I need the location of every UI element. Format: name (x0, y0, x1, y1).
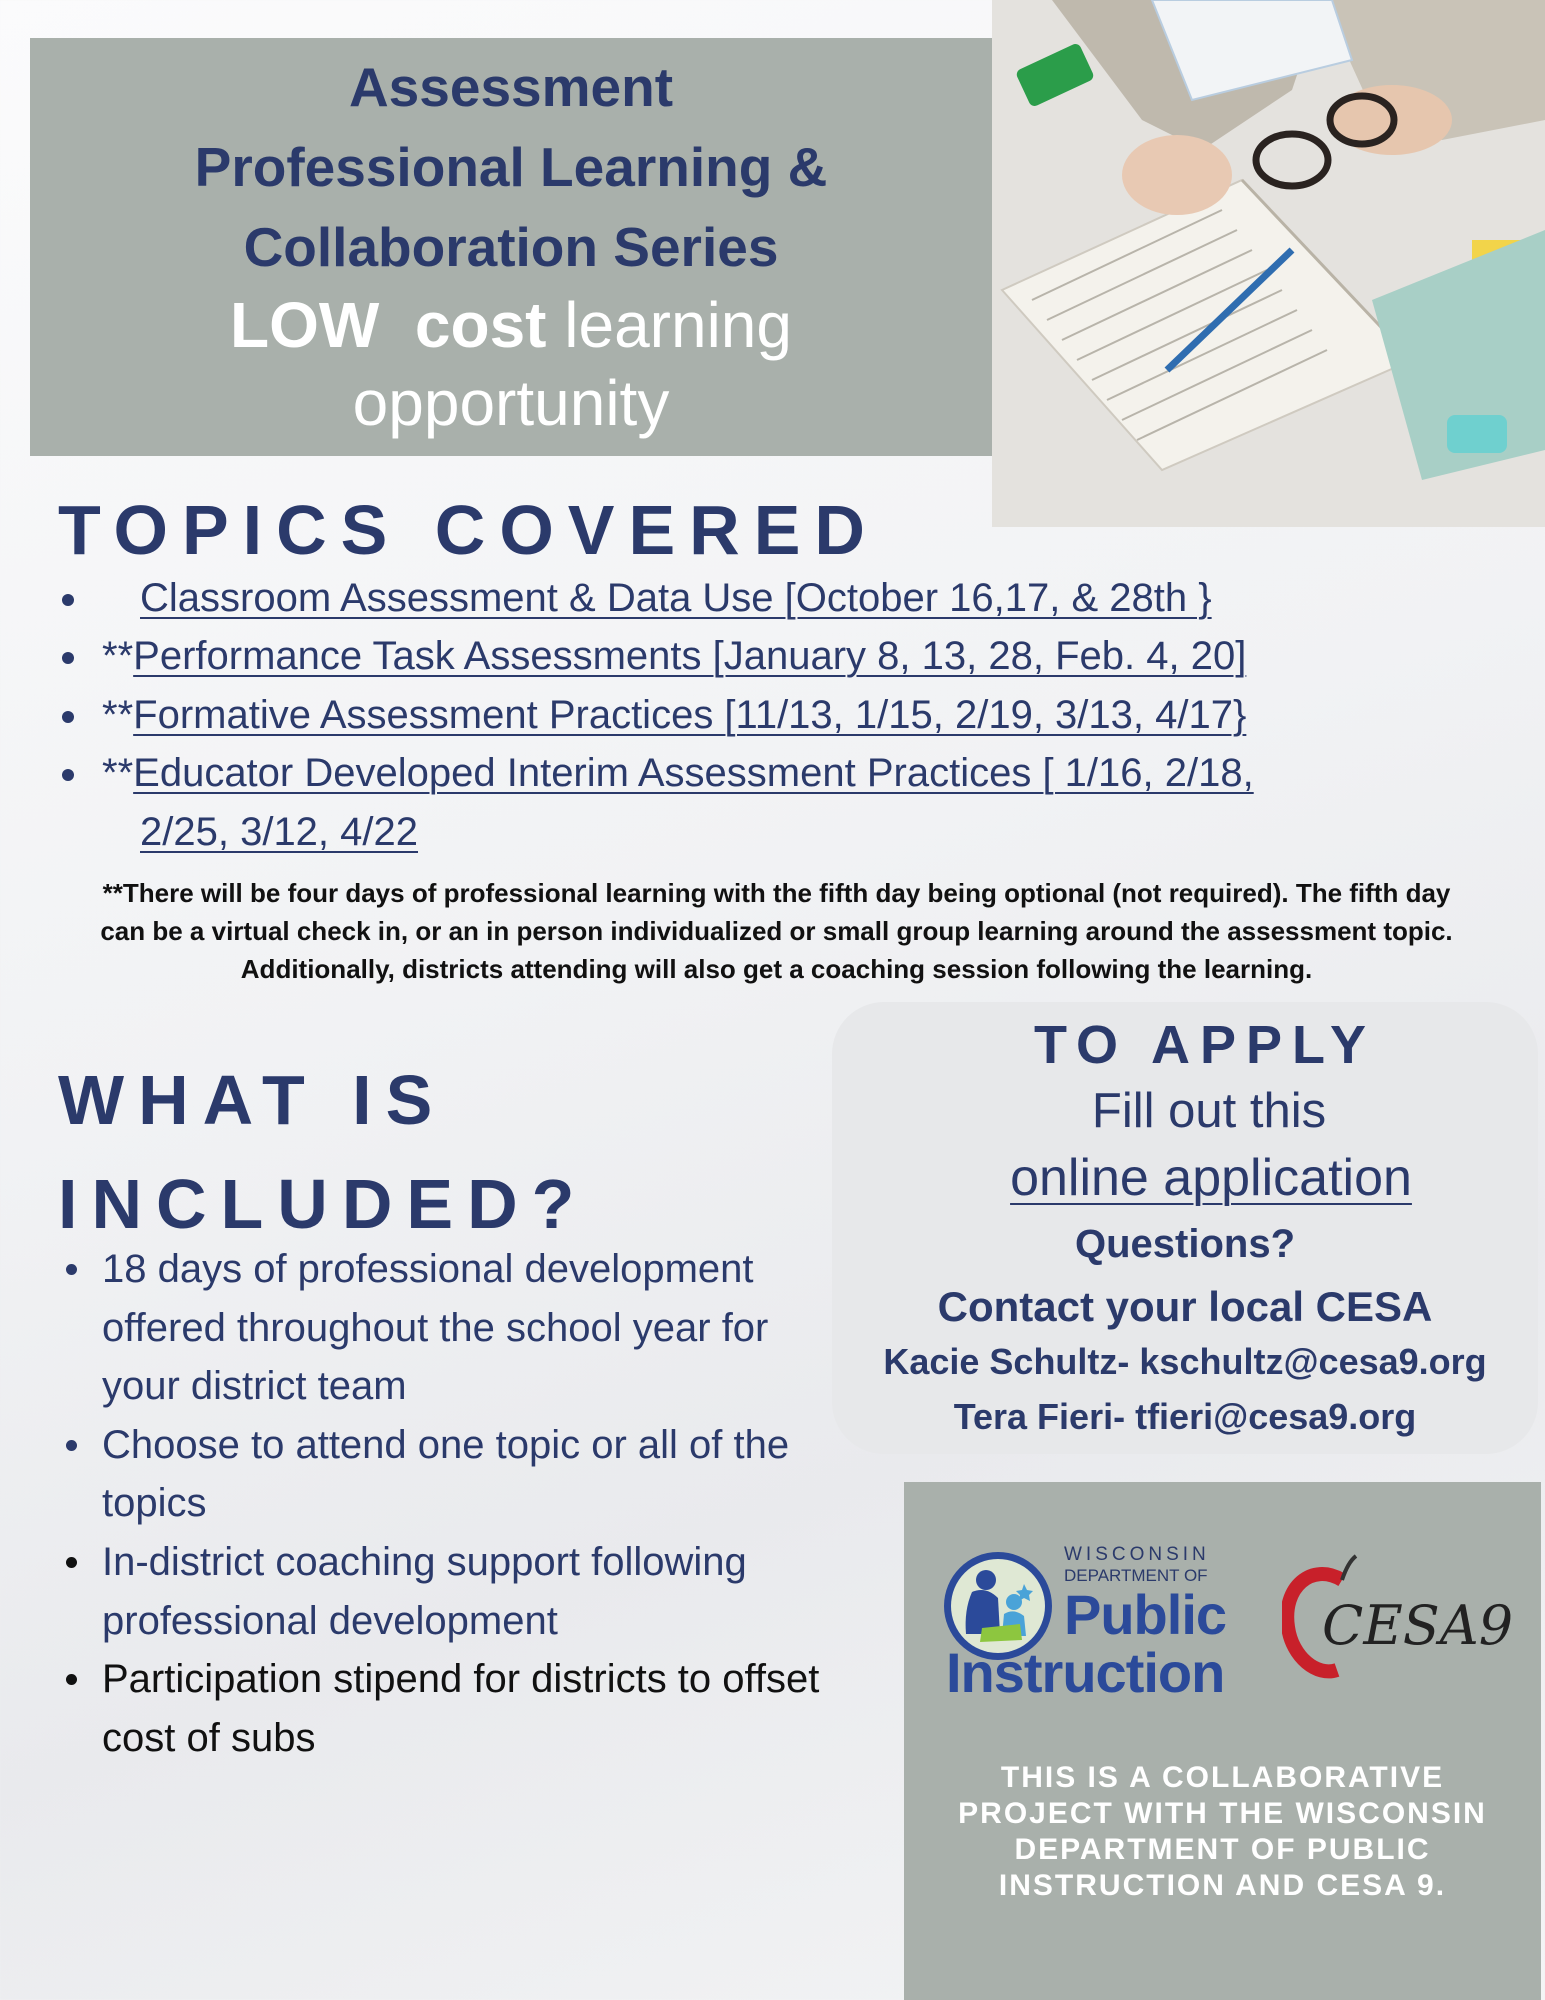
cost-text: cost (414, 289, 547, 361)
learning-text: learning (564, 289, 792, 361)
collaborative-project-text (904, 1760, 1541, 1904)
title-banner (30, 38, 992, 456)
list-item (62, 1650, 832, 1767)
bullet-icon (62, 711, 74, 723)
list-item-text: Participation stipend for districts to offset cost of subs (102, 1657, 820, 1760)
bullet-icon (66, 1264, 77, 1275)
low-text: LOW (230, 289, 380, 361)
topic-link-performance-task[interactable]: Performance Task Assessments [January 8, 13, 28, Feb. 4, 20] (133, 634, 1247, 678)
bullet-icon (66, 1557, 77, 1568)
study-photo (992, 0, 1545, 527)
list-item (62, 1416, 832, 1533)
title-line-assessment: Assessment (348, 56, 674, 118)
opportunity-text: opportunity (352, 367, 670, 439)
title-line-collaboration-series: Collaboration Series (243, 216, 779, 278)
contact-tera-fieri: Tera Fieri- tfieri@cesa9.org (953, 1396, 1417, 1437)
bullet-icon (66, 1440, 77, 1451)
apply-link-wrap (832, 1149, 1545, 1207)
heading-line: WHAT IS (58, 1061, 447, 1139)
collab-line: THIS IS A COLLABORATIVE (1000, 1761, 1445, 1794)
list-item (62, 1240, 832, 1416)
heading-line: INCLUDED? (58, 1165, 589, 1243)
topic-prefix: ** (102, 634, 134, 678)
bullet-icon (66, 1674, 77, 1685)
included-list (62, 1240, 832, 1767)
apply-panel (832, 1002, 1538, 1454)
partner-logos-panel (904, 1482, 1541, 2000)
what-is-included-heading (58, 1048, 588, 1256)
topic-prefix: ** (102, 751, 134, 795)
dpi-wisconsin-text: WISCONSIN (1064, 1544, 1210, 1565)
topic-item (62, 753, 1254, 793)
list-item (62, 1533, 832, 1650)
dpi-logo (942, 1542, 1252, 1712)
low-cost-line (30, 289, 992, 361)
online-application-link[interactable]: online application (1010, 1149, 1412, 1207)
cesa9-wordmark (1322, 1594, 1513, 1657)
topic-item (62, 695, 1246, 735)
contact-kacie-schultz: Kacie Schultz- kschultz@cesa9.org (883, 1341, 1487, 1382)
bullet-icon (62, 769, 74, 781)
fill-out-text: Fill out this (1091, 1084, 1327, 1138)
contact-cesa-text: Contact your local CESA (937, 1283, 1433, 1330)
note-line: **There will be four days of professional learning with the fifth day being optional (not required). The fifth day (102, 878, 1451, 908)
study-photo-illustration (992, 0, 1545, 527)
topic-link-interim-assessment-dates[interactable]: 2/25, 3/12, 4/22 (140, 810, 419, 854)
topics-covered-heading: TOPICS COVERED (58, 491, 879, 569)
topic-item (62, 578, 1212, 618)
collab-line: DEPARTMENT OF PUBLIC (1014, 1833, 1431, 1866)
list-item-text: In-district coaching support following professional development (102, 1539, 747, 1643)
professional-learning-note (24, 874, 1529, 988)
note-line: Additionally, districts attending will also get a coaching session following the learning. (240, 954, 1313, 984)
topic-link-formative-assessment[interactable]: Formative Assessment Practices [11/13, 1/15, 2/19, 3/13, 4/17} (133, 693, 1247, 737)
note-line: can be a virtual check in, or an in person individualized or small group learning around the assessment topic. (100, 916, 1453, 946)
bullet-icon (62, 594, 74, 606)
cesa9-text: CESA9 (1322, 1594, 1514, 1657)
to-apply-heading: TO APPLY (1033, 1015, 1377, 1075)
collab-line: PROJECT WITH THE WISCONSIN (958, 1797, 1487, 1830)
topic-link-interim-assessment[interactable]: Educator Developed Interim Assessment Practices [ 1/16, 2/18, (133, 751, 1254, 795)
cesa9-logo (1282, 1552, 1522, 1692)
topic-link-classroom-assessment[interactable]: Classroom Assessment & Data Use [October 16,17, & 28th } (140, 576, 1212, 620)
dpi-public-text: Public (1064, 1583, 1227, 1646)
dpi-department-text: DEPARTMENT OF (1064, 1566, 1208, 1585)
topic-item (62, 636, 1246, 676)
topic-link-continuation (140, 812, 418, 852)
questions-text: Questions? (1074, 1222, 1296, 1266)
list-item-text: 18 days of professional development offered throughout the school year for your district team (102, 1247, 769, 1409)
list-item-text: Choose to attend one topic or all of the topics (102, 1422, 790, 1526)
bullet-icon (62, 652, 74, 664)
topic-prefix: ** (102, 693, 134, 737)
dpi-instruction-text: Instruction (946, 1641, 1225, 1704)
collab-line: INSTRUCTION AND CESA 9. (998, 1869, 1447, 1902)
title-line-professional-learning: Professional Learning & (194, 136, 828, 198)
